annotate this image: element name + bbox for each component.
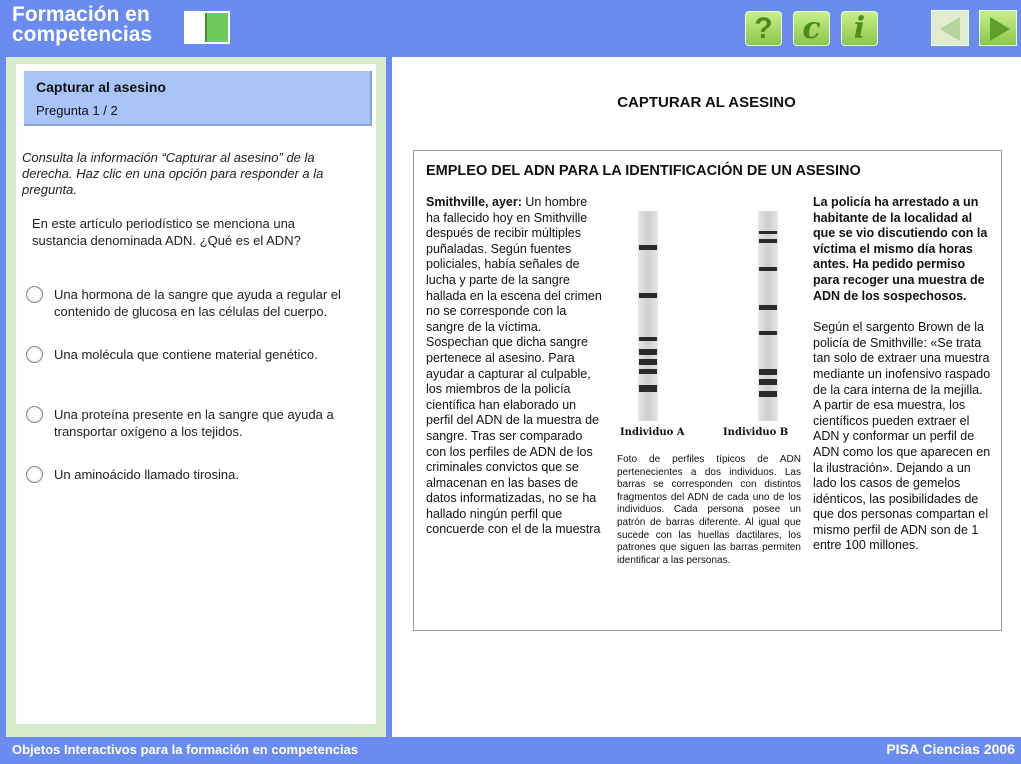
header-bar: [0, 0, 1021, 53]
article-column-left: [426, 195, 604, 538]
radio-button[interactable]: [26, 466, 43, 483]
info-button[interactable]: i: [841, 11, 878, 46]
instructions-text: Consulta la información “Capturar al asesino” de la derecha. Haz clic en una opción para responder a la pregunta.: [22, 150, 324, 197]
radio-button[interactable]: [26, 286, 43, 303]
article-body-right: Según el sargento Brown de la policía de Smithville: «Se trata tan solo de extraer una muestra mediante un inofensivo raspado de la cara interna de la mejilla. A partir de esa muestra, los científicos pueden extraer el ADN y conformar un perfil de ADN como los que aparecen en la ilustración». Dejando a un lado los casos de gemelos idénticos, las posibilidades de que dos personas compartan el mismo perfil de ADN son de 1 entre 100 millones.: [813, 320, 991, 553]
footer-right-text: PISA Ciencias 2006: [886, 741, 1015, 757]
dna-profile-figure: [617, 209, 801, 449]
dna-gel-image: [617, 209, 801, 423]
app-title-line2: competencias: [12, 23, 153, 46]
article-body-left: Un hombre ha fallecido hoy en Smithville después de recibir múltiples puñaladas. Según fuentes policiales, había señales de lucha y parte de la sangre hallada en la escena del crimen no se corresponde con la sangre de la víctima. Sospechan que dicha sangre pertenece al asesino. Para ayudar a capturar al culpable, los miembros de la policía científica han elaborado un perfil del ADN de la muestra de sangre. Tras ser comparado con los perfiles de ADN de los criminales convictos que se almacenan en las bases de datos informatizadas, no se ha hallado ningún perfil que concuerde con el de la muestra: [426, 195, 602, 537]
answer-option-label[interactable]: Una molécula que contiene material genético.: [54, 347, 318, 362]
article-highlight: La policía ha arrestado a un habitante de la localidad al que se vio discutiendo con la víctima el mismo día horas antes. Ha pedido permiso para recoger una muestra de ADN de los sospechosos.: [813, 195, 988, 303]
footer-bar: [0, 737, 1021, 764]
answer-option[interactable]: [26, 346, 356, 363]
app-title: [12, 5, 152, 45]
credits-button[interactable]: c: [793, 11, 830, 46]
answer-option-label[interactable]: Una hormona de la sangre que ayuda a regular el contenido de glucosa en las células del cuerpo.: [54, 287, 341, 319]
article-column-right: [813, 195, 991, 554]
footer-left-text: Objetos Interactivos para la formación en competencias: [12, 742, 359, 757]
figure-label-b: Individuo B: [723, 427, 789, 438]
article-headline: EMPLEO DEL ADN PARA LA IDENTIFICACIÓN DE UN ASESINO: [426, 163, 861, 179]
question-header: [24, 71, 372, 126]
answer-option-label[interactable]: Una proteína presente en la sangre que ayuda a transportar oxígeno a los tejidos.: [54, 407, 334, 439]
app-title-line1: Formación en: [12, 3, 150, 26]
figure-caption: Foto de perfiles típicos de ADN pertenecientes a dos individuos. Las barras se corresponden con distintos fragmentos del ADN de cada uno de los individuos. Cada persona posee un patrón de barras diferente. Al igual que sucede con las huellas dactilares, los patrones que siguen las barras permiten identificar a las personas.: [617, 454, 801, 566]
next-arrow-icon[interactable]: [979, 10, 1017, 46]
question-text: En este artículo periodístico se menciona una sustancia denominada ADN. ¿Qué es el ADN?: [32, 216, 301, 248]
previous-arrow-icon[interactable]: [931, 10, 969, 46]
content-title: CAPTURAR AL ASESINO: [617, 94, 796, 111]
question-panel: [6, 57, 386, 737]
radio-button[interactable]: [26, 346, 43, 363]
panel-toggle-icon[interactable]: [184, 11, 230, 44]
answer-option-label[interactable]: Un aminoácido llamado tirosina.: [54, 467, 239, 482]
question-title: Capturar al asesino: [36, 79, 166, 95]
question-counter: Pregunta 1 / 2: [36, 103, 118, 118]
news-article: [413, 150, 1002, 631]
answer-option[interactable]: [26, 466, 356, 483]
answer-option[interactable]: [26, 406, 356, 440]
figure-label-a: Individuo A: [620, 427, 685, 438]
help-button[interactable]: ?: [745, 11, 782, 46]
answer-option[interactable]: [26, 286, 356, 320]
radio-button[interactable]: [26, 406, 43, 423]
article-dateline: Smithville, ayer:: [426, 195, 522, 209]
